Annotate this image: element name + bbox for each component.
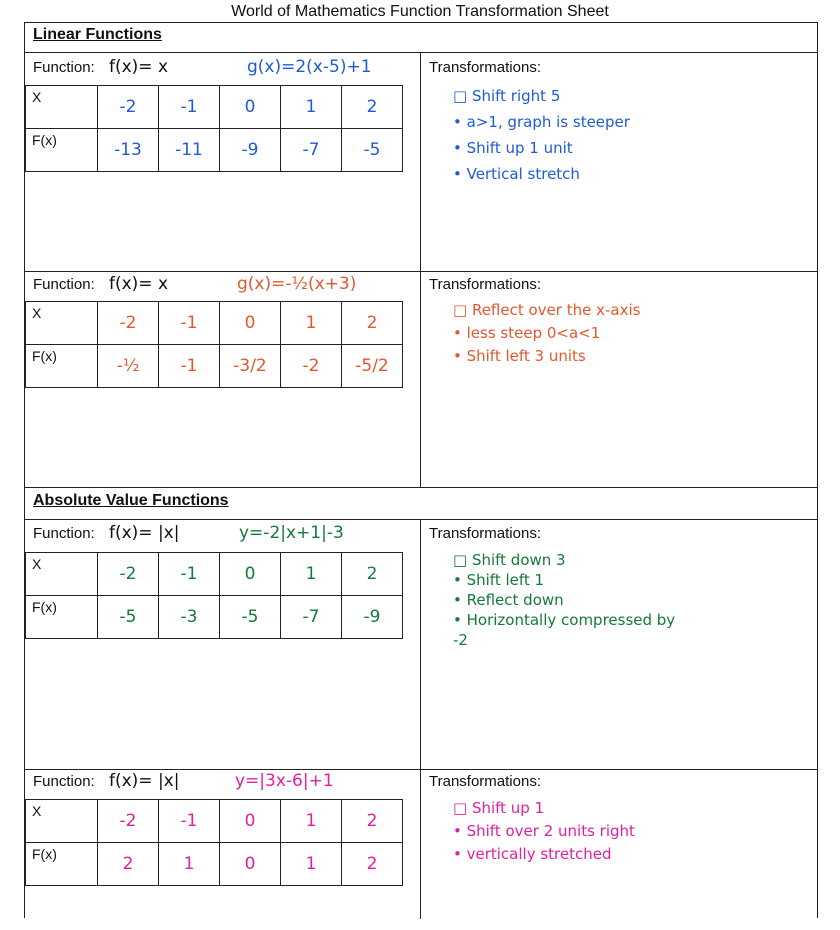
fx-cell: -3/2: [220, 345, 281, 388]
fx-cell: -1: [159, 345, 220, 388]
parent-function: f(x)= x: [109, 274, 169, 294]
x-row-label: X: [26, 86, 98, 129]
x-cell: 0: [220, 553, 281, 596]
fx-cell: -5: [98, 596, 159, 639]
fx-cell: -5: [220, 596, 281, 639]
fx-cell: -5/2: [342, 345, 403, 388]
fx-cell: -11: [159, 129, 220, 172]
fx-row-label: F(x): [26, 345, 98, 388]
x-cell: 1: [281, 302, 342, 345]
column-divider: [420, 519, 421, 919]
note: • Shift over 2 units right: [453, 822, 635, 840]
fx-cell: 0: [220, 843, 281, 886]
section-title-linear: Linear Functions: [33, 26, 162, 43]
note: • Shift up 1 unit: [453, 139, 573, 157]
x-cell: 1: [281, 553, 342, 596]
x-cell: 2: [342, 800, 403, 843]
x-cell: -2: [98, 86, 159, 129]
fx-row-label: F(x): [26, 596, 98, 639]
fx-cell: -5: [342, 129, 403, 172]
parent-function: f(x)= |x|: [109, 771, 180, 791]
function-label: Function:: [33, 276, 95, 293]
transformation-notes: [453, 550, 675, 650]
note: • vertically stretched: [453, 845, 612, 863]
divider: [25, 52, 817, 53]
function-label: Function:: [33, 525, 95, 542]
note: • Reflect down: [453, 591, 564, 609]
x-cell: -1: [159, 302, 220, 345]
transformed-function: y=|3x-6|+1: [235, 771, 334, 791]
parent-function: f(x)= x: [109, 57, 169, 77]
fx-cell: 2: [98, 843, 159, 886]
column-divider: [420, 52, 421, 487]
x-cell: 0: [220, 86, 281, 129]
x-cell: 0: [220, 800, 281, 843]
fx-cell: -7: [281, 129, 342, 172]
note: • less steep 0<a<1: [453, 324, 601, 342]
fx-row-label: F(x): [26, 129, 98, 172]
fx-cell: -½: [98, 345, 159, 388]
divider: [25, 271, 817, 272]
x-cell: 1: [281, 86, 342, 129]
transformed-function: g(x)=-½(x+3): [237, 274, 357, 294]
fx-cell: -13: [98, 129, 159, 172]
x-cell: -2: [98, 302, 159, 345]
note: • Vertical stretch: [453, 165, 580, 183]
x-cell: -2: [98, 800, 159, 843]
divider: [25, 769, 817, 770]
function-label: Function:: [33, 59, 95, 76]
note: • Shift left 1: [453, 571, 545, 589]
fx-cell: 2: [342, 843, 403, 886]
note: -2: [453, 631, 468, 649]
note: □ Shift up 1: [453, 799, 545, 817]
transformations-label: Transformations:: [429, 525, 541, 542]
transformation-notes: [453, 83, 630, 187]
note: • Horizontally compressed by: [453, 611, 676, 629]
transformations-label: Transformations:: [429, 276, 541, 293]
fx-cell: -9: [220, 129, 281, 172]
divider: [25, 519, 817, 520]
value-table: [25, 552, 403, 639]
x-cell: -1: [159, 800, 220, 843]
x-cell: -1: [159, 86, 220, 129]
transformation-notes: [453, 797, 635, 866]
fx-cell: -3: [159, 596, 220, 639]
value-table: [25, 301, 403, 388]
x-cell: -2: [98, 553, 159, 596]
x-cell: 0: [220, 302, 281, 345]
parent-function: f(x)= |x|: [109, 523, 180, 543]
note: • Shift left 3 units: [453, 347, 586, 365]
x-cell: 1: [281, 800, 342, 843]
x-row-label: X: [26, 800, 98, 843]
x-cell: 2: [342, 553, 403, 596]
worksheet: [24, 22, 818, 918]
transformations-label: Transformations:: [429, 773, 541, 790]
note: □ Shift right 5: [453, 87, 561, 105]
fx-cell: -7: [281, 596, 342, 639]
value-table: [25, 85, 403, 172]
x-cell: 2: [342, 302, 403, 345]
fx-cell: -9: [342, 596, 403, 639]
section-title-absolute: Absolute Value Functions: [33, 492, 229, 509]
transformed-function: g(x)=2(x-5)+1: [247, 57, 372, 77]
transformed-function: y=-2|x+1|-3: [239, 523, 344, 543]
x-row-label: X: [26, 553, 98, 596]
function-label: Function:: [33, 773, 95, 790]
x-row-label: X: [26, 302, 98, 345]
note: □ Reflect over the x-axis: [453, 301, 641, 319]
x-cell: -1: [159, 553, 220, 596]
transformations-label: Transformations:: [429, 59, 541, 76]
sheet-title: World of Mathematics Function Transformation Sheet: [231, 3, 609, 20]
value-table: [25, 799, 403, 886]
transformation-notes: [453, 299, 640, 368]
x-cell: 2: [342, 86, 403, 129]
fx-cell: 1: [159, 843, 220, 886]
note: □ Shift down 3: [453, 551, 566, 569]
fx-cell: 1: [281, 843, 342, 886]
note: • a>1, graph is steeper: [453, 113, 630, 131]
divider: [25, 487, 817, 488]
fx-row-label: F(x): [26, 843, 98, 886]
fx-cell: -2: [281, 345, 342, 388]
